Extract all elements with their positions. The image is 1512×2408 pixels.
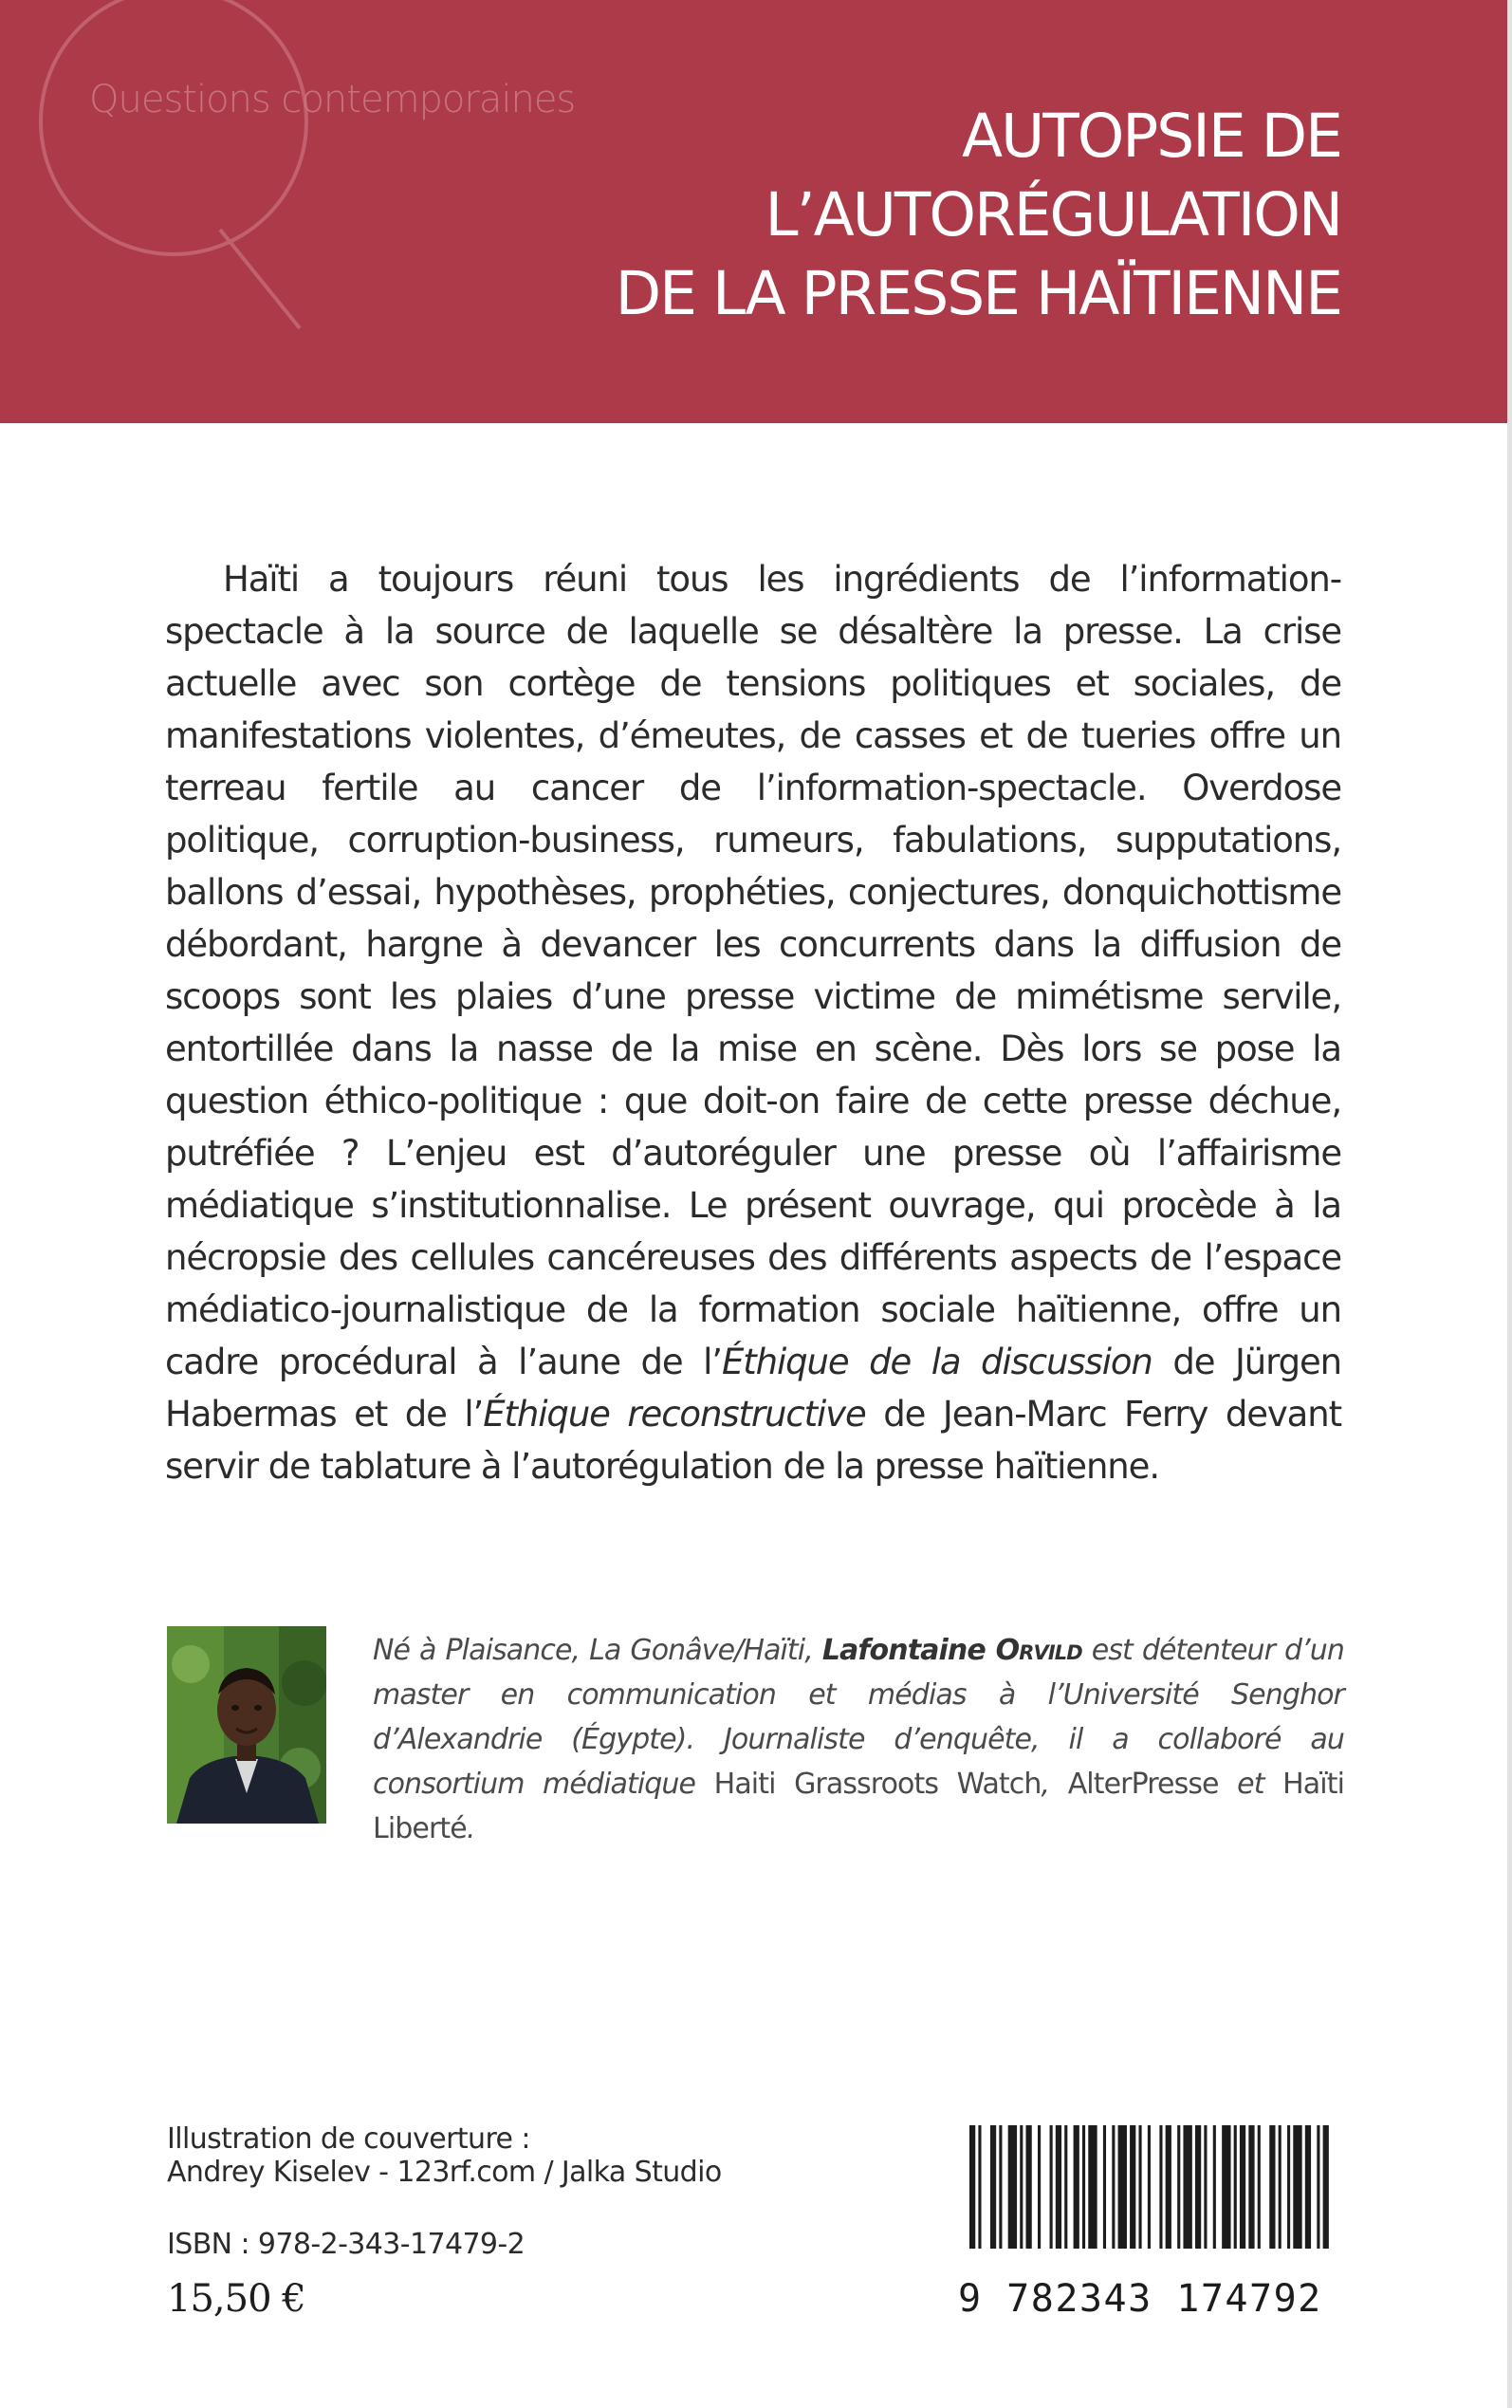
bio-org-2: AlterPresse: [1067, 1768, 1219, 1801]
barcode-bar: [1240, 2125, 1245, 2249]
barcode-bar: [1074, 2125, 1079, 2249]
barcode-bar: [1287, 2125, 1290, 2249]
barcode-bar: [1082, 2125, 1085, 2249]
bio-intro: Né à Plaisance, La Gonâve/Haïti,: [373, 1634, 822, 1667]
bio-org-1: Haiti Grassroots Watch: [713, 1768, 1042, 1801]
barcode-bar: [1148, 2125, 1151, 2249]
page-edge: [1507, 0, 1512, 2408]
barcode-bar: [1118, 2125, 1127, 2249]
price: 15,50 €: [167, 2277, 305, 2321]
barcode-bar: [1130, 2125, 1135, 2249]
barcode-bar: [1050, 2125, 1053, 2249]
barcode-icon: [969, 2125, 1332, 2249]
author-bio: [373, 1628, 1344, 1851]
isbn: ISBN : 978-2-343-17479-2: [167, 2228, 526, 2261]
barcode-bar: [1323, 2125, 1329, 2249]
barcode-bar: [1293, 2125, 1301, 2249]
author-portrait-icon: [167, 1626, 326, 1824]
barcode-bar: [1056, 2125, 1061, 2249]
barcode-bar: [1204, 2125, 1207, 2249]
author-name: [822, 1634, 1082, 1667]
barcode-bar: [1088, 2125, 1097, 2249]
blurb-text-1: Haïti a toujours réuni tous les ingrédients de l’information-spectacle à la source de laquelle se désaltère la presse. La crise actuelle avec son cortège de tensions politiques et sociales, de manifestations violentes, d’émeutes, de casses et de tueries offre un terreau fertile au cancer de l’information-spectacle. Overdose politique, corruption-business, rumeurs, fabulations, supputations, ballons d’essai, hypothèses, prophéties, conjectures, donquichottisme débordant, hargne à devancer les concurrents dans la diffusion de scoops sont les plaies d’une presse victime de mimétisme servile, entortillée dans la nasse de la mise en scène. Dès lors se pose la question éthico-politique : que doit-on faire de cette presse déchue, putréfiée ? L’enjeu est d’autoréguler une presse où l’affairisme médiatique s’institutionnalise. Le présent ouvrage, qui procède à la nécropsie des cellules cancéreuses des différents aspects de l’espace médiatico-journalistique de la formation sociale haïtienne, offre un cadre procédural à l’aune de l’: [165, 559, 1341, 1382]
barcode-bar: [999, 2125, 1002, 2249]
barcode-bar: [1234, 2125, 1237, 2249]
blurb-work-title-1: Éthique de la discussion: [721, 1342, 1152, 1382]
barcode-bar: [1222, 2125, 1230, 2249]
cover-credits: [167, 2122, 722, 2189]
bio-org-3: Haïti Liberté: [373, 1768, 1345, 1845]
credit-label: Illustration de couverture :: [167, 2122, 530, 2156]
author-photo: [167, 1626, 326, 1824]
book-blurb: [165, 553, 1341, 1492]
barcode-bar: [1166, 2125, 1171, 2249]
author-last-name: Orvild: [995, 1634, 1082, 1667]
book-title-line-1: AUTOPSIE DE: [962, 102, 1341, 171]
book-title-line-2: L’AUTORÉGULATION: [765, 180, 1341, 250]
barcode-bar: [969, 2125, 975, 2249]
barcode-bar: [1038, 2125, 1041, 2249]
bio-end: .: [466, 1812, 475, 1845]
barcode-bar: [978, 2125, 981, 2249]
barcode-bar: [1138, 2125, 1141, 2249]
barcode-bar: [1248, 2125, 1254, 2249]
book-title: [616, 97, 1341, 333]
blurb-work-title-2: Éthique reconstructive: [483, 1394, 866, 1435]
barcode-bar: [1213, 2125, 1216, 2249]
barcode-bar: [1103, 2125, 1106, 2249]
barcode-bar: [1112, 2125, 1115, 2249]
barcode-bar: [1008, 2125, 1017, 2249]
author-first-name: Lafontaine: [821, 1634, 996, 1667]
barcode-bar: [1195, 2125, 1201, 2249]
book-title-line-3: DE LA PRESSE HAÏTIENNE: [615, 259, 1341, 328]
barcode-bar: [1177, 2125, 1180, 2249]
bio-sep-2: et: [1218, 1768, 1283, 1801]
barcode-bar: [1064, 2125, 1067, 2249]
bio-sep-1: ,: [1041, 1768, 1068, 1801]
barcode-bar: [1025, 2125, 1031, 2249]
barcode-bar: [1317, 2125, 1319, 2249]
barcode-bar: [1020, 2125, 1023, 2249]
blurb-text-2: de Jürgen Habermas et de l’: [165, 1342, 1341, 1435]
cover-header-band: [0, 0, 1512, 423]
credit-value: Andrey Kiselev - 123rf.com / Jalka Studio: [167, 2156, 722, 2189]
barcode-bar: [1305, 2125, 1311, 2249]
barcode-bar: [1159, 2125, 1162, 2249]
barcode-bar: [1183, 2125, 1191, 2249]
barcode-bar: [990, 2125, 996, 2249]
barcode-digits: 9 782343 174792: [958, 2277, 1322, 2321]
series-name: Questions contemporaines: [89, 78, 576, 121]
barcode-bar: [1258, 2125, 1261, 2249]
bio-middle: est détenteur d’un master en communication et médias à l’Université Senghor d’Alexandrie (Égypte). Journaliste d’enquête, il a collaboré au consortium médiatique: [373, 1634, 1345, 1801]
blurb-text-3: de Jean-Marc Ferry devant servir de tablature à l’autorégulation de la presse haïtienne.: [165, 1394, 1342, 1487]
barcode-bar: [1269, 2125, 1275, 2249]
barcode-bar: [1279, 2125, 1282, 2249]
